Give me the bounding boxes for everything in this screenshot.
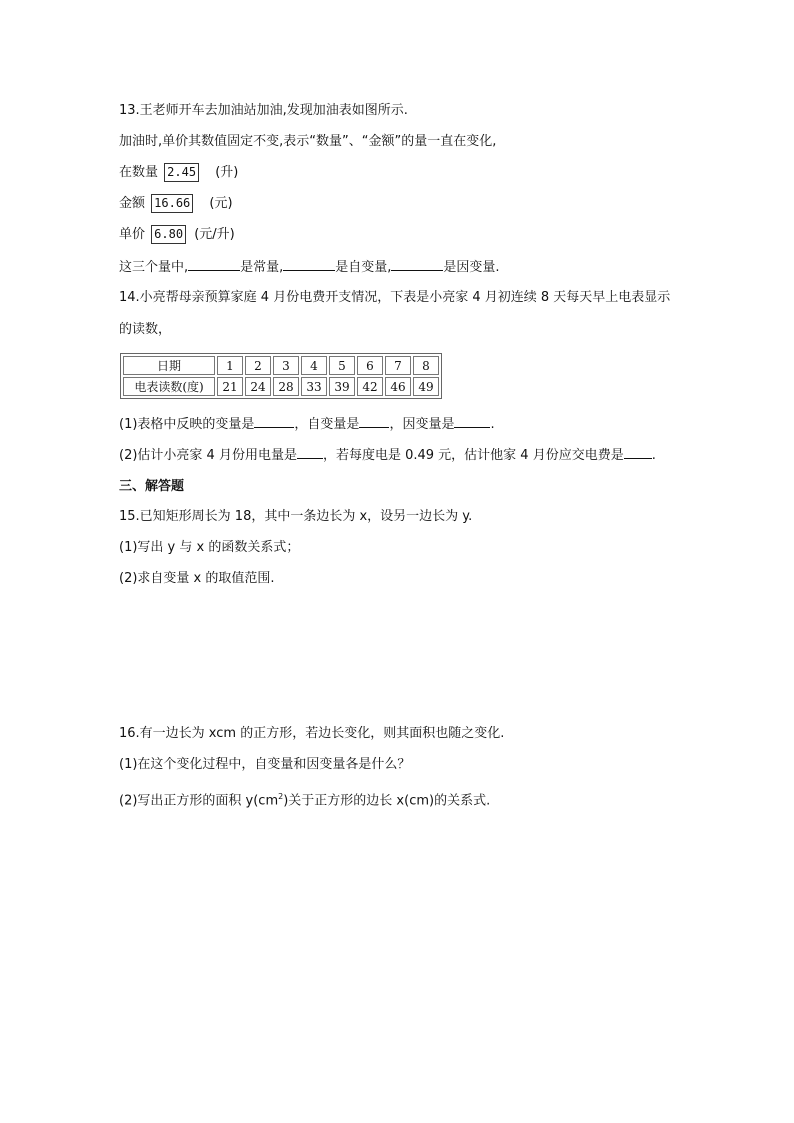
- q13-quantity-row: [119, 163, 238, 183]
- answer-blank-constant[interactable]: [188, 256, 240, 271]
- answer-blank-independent[interactable]: [359, 413, 389, 428]
- q13-question-text-2: 是常量,: [240, 260, 284, 275]
- price-value-box: 6.80: [151, 225, 186, 244]
- table-cell: 28: [273, 377, 299, 396]
- q16-sub2-text-2: )关于正方形的边长 x(cm)的关系式.: [283, 793, 491, 809]
- q15-title: 15.已知矩形周长为 18，其中一条边长为 x，设另一边长为 y.: [119, 509, 473, 524]
- q13-question-text-1: 这三个量中,: [119, 260, 189, 275]
- table-cell: 42: [357, 377, 383, 396]
- q15-sub2: (2)求自变量 x 的取值范围.: [119, 571, 275, 586]
- q14-sub1-text-1: (1)表格中反映的变量是: [119, 417, 255, 432]
- answer-blank-fee[interactable]: [624, 444, 652, 459]
- table-cell: 49: [413, 377, 439, 396]
- table-cell: 33: [301, 377, 327, 396]
- amount-value-box: 16.66: [151, 194, 193, 213]
- q14-sub2: [119, 444, 656, 466]
- q13-title: 13.王老师开车去加油站加油,发现加油表如图所示.: [119, 103, 408, 118]
- q16-sub2-text-1: (2)写出正方形的面积 y(cm: [119, 793, 279, 809]
- quantity-label: 在数量: [119, 165, 159, 180]
- price-unit: (元/升): [194, 227, 235, 242]
- table-cell: 3: [273, 356, 299, 375]
- q13-question: [119, 256, 500, 278]
- q14-sub1-text-3: ，因变量是: [389, 417, 455, 432]
- table-cell: 46: [385, 377, 411, 396]
- answer-blank-usage[interactable]: [297, 444, 323, 459]
- q15-sub1: (1)写出 y 与 x 的函数关系式；: [119, 540, 300, 555]
- q16-sub1: (1)在这个变化过程中，自变量和因变量各是什么？: [119, 757, 411, 772]
- table-header-date: 日期: [123, 356, 215, 375]
- table-header-reading: 电表读数(度): [123, 377, 215, 396]
- table-cell: 21: [217, 377, 243, 396]
- q14-sub1: [119, 413, 495, 435]
- table-cell: 2: [245, 356, 271, 375]
- q14-sub2-text-2: ，若每度电是 0.49 元，估计他家 4 月份应交电费是: [322, 448, 624, 463]
- q14-sub2-text-3: .: [651, 448, 656, 463]
- answer-blank-independent[interactable]: [283, 256, 335, 271]
- q14-sub1-text-2: ，自变量是: [294, 417, 360, 432]
- table-cell: 24: [245, 377, 271, 396]
- q14-sub1-text-4: .: [490, 417, 495, 432]
- q13-description: 加油时,单价其数值固定不变,表示“数量”、“金额”的量一直在变化,: [119, 134, 497, 149]
- q13-price-row: [119, 225, 235, 245]
- q14-title-continued: 的读数，: [119, 322, 172, 337]
- amount-unit: (元): [209, 196, 233, 211]
- table-cell: 8: [413, 356, 439, 375]
- section-heading: 三、解答题: [119, 479, 185, 494]
- table-cell: 6: [357, 356, 383, 375]
- table-row: [123, 377, 439, 396]
- answer-blank-variables[interactable]: [254, 413, 294, 428]
- q13-question-text-4: 是因变量.: [443, 260, 500, 275]
- amount-label: 金额: [119, 196, 146, 211]
- superscript: 2: [278, 792, 284, 801]
- q14-title: 14.小亮帮母亲预算家庭 4 月份电费开支情况，下表是小亮家 4 月初连续 8 天每天早上电表显示: [119, 290, 671, 305]
- table-cell: 7: [385, 356, 411, 375]
- answer-blank-dependent[interactable]: [391, 256, 443, 271]
- quantity-value-box: 2.45: [164, 163, 199, 182]
- table-cell: 1: [217, 356, 243, 375]
- table-row: [123, 356, 439, 375]
- quantity-unit: (升): [215, 165, 239, 180]
- table-cell: 39: [329, 377, 355, 396]
- table-cell: 4: [301, 356, 327, 375]
- q13-amount-row: [119, 194, 233, 214]
- answer-blank-dependent[interactable]: [454, 413, 490, 428]
- table-cell: 5: [329, 356, 355, 375]
- q13-question-text-3: 是自变量,: [335, 260, 392, 275]
- price-label: 单价: [119, 227, 146, 242]
- q16-sub2: [119, 787, 490, 811]
- meter-reading-table: [120, 353, 442, 399]
- q16-title: 16.有一边长为 xcm 的正方形，若边长变化，则其面积也随之变化.: [119, 726, 505, 741]
- q14-sub2-text-1: (2)估计小亮家 4 月份用电量是: [119, 448, 297, 463]
